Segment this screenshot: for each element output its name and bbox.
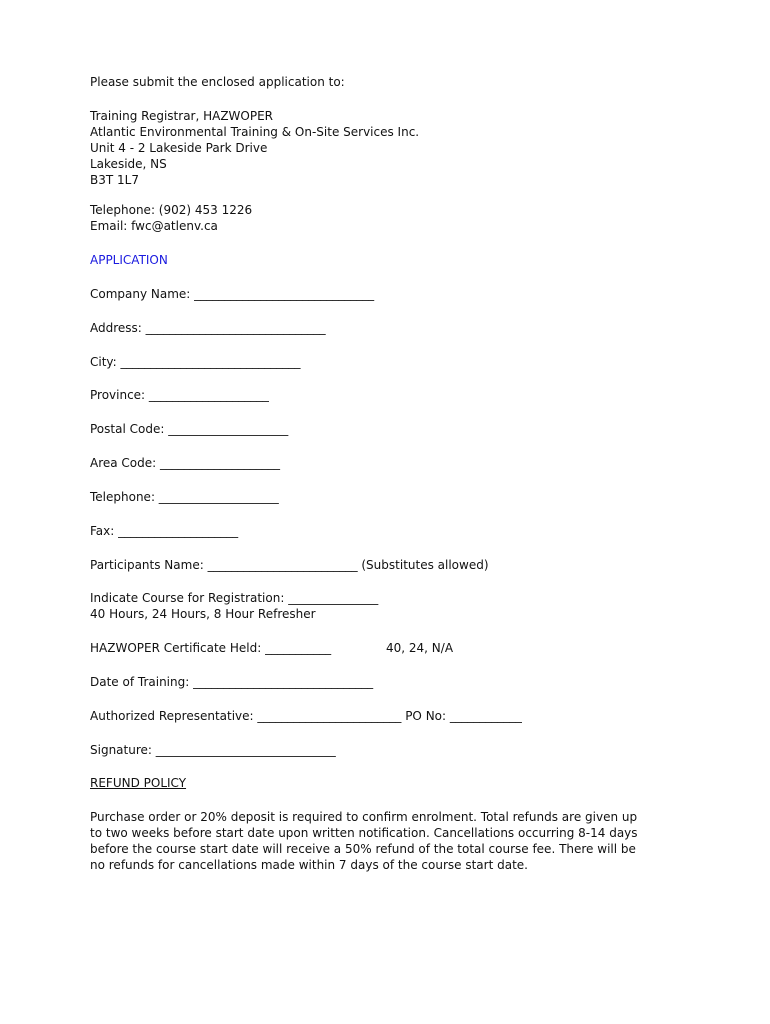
authorized-representative-field: Authorized Representative: ________________________ PO No: ____________ bbox=[90, 709, 522, 723]
refund-line-4: no refunds for cancellations made within 7 days of the course start date. bbox=[90, 858, 528, 872]
postal-code-field: Postal Code: ____________________ bbox=[90, 422, 289, 436]
address-line-postal: B3T 1L7 bbox=[90, 173, 139, 187]
certificate-field: HAZWOPER Certificate Held: ___________ bbox=[90, 641, 332, 655]
refund-policy-text bbox=[90, 809, 690, 873]
telephone-field: Telephone: ____________________ bbox=[90, 490, 279, 504]
refund-line-3: before the course start date will receive a 50% refund of the total course fee. There will be bbox=[90, 842, 636, 856]
fax-field: Fax: ____________________ bbox=[90, 524, 239, 538]
application-heading: APPLICATION bbox=[90, 253, 168, 267]
company-name-field: Company Name: ______________________________ bbox=[90, 287, 375, 301]
address-line-street: Unit 4 - 2 Lakeside Park Drive bbox=[90, 141, 268, 155]
city-field: City: ______________________________ bbox=[90, 355, 301, 369]
address-line-company: Atlantic Environmental Training & On-Site Services Inc. bbox=[90, 125, 420, 139]
refund-line-1: Purchase order or 20% deposit is required to confirm enrolment. Total refunds are given up bbox=[90, 810, 638, 824]
participants-name-field: Participants Name: _________________________ (Substitutes allowed) bbox=[90, 558, 489, 572]
contact-telephone: Telephone: (902) 453 1226 bbox=[90, 203, 253, 217]
certificate-options: 40, 24, N/A bbox=[386, 641, 454, 655]
refund-line-2: to two weeks before start date upon written notification. Cancellations occurring 8-14 days bbox=[90, 826, 638, 840]
course-field: Indicate Course for Registration: _______________ bbox=[90, 591, 379, 605]
address-field: Address: ______________________________ bbox=[90, 321, 326, 335]
intro-text: Please submit the enclosed application to: bbox=[90, 75, 345, 89]
date-of-training-field: Date of Training: ______________________________ bbox=[90, 675, 374, 689]
address-line-recipient: Training Registrar, HAZWOPER bbox=[90, 109, 274, 123]
province-field: Province: ____________________ bbox=[90, 388, 269, 402]
area-code-field: Area Code: ____________________ bbox=[90, 456, 281, 470]
course-options: 40 Hours, 24 Hours, 8 Hour Refresher bbox=[90, 607, 316, 621]
signature-field: Signature: ______________________________ bbox=[90, 743, 336, 757]
refund-policy-heading: REFUND POLICY bbox=[90, 776, 187, 790]
contact-email: Email: fwc@atlenv.ca bbox=[90, 219, 218, 233]
address-line-city: Lakeside, NS bbox=[90, 157, 167, 171]
